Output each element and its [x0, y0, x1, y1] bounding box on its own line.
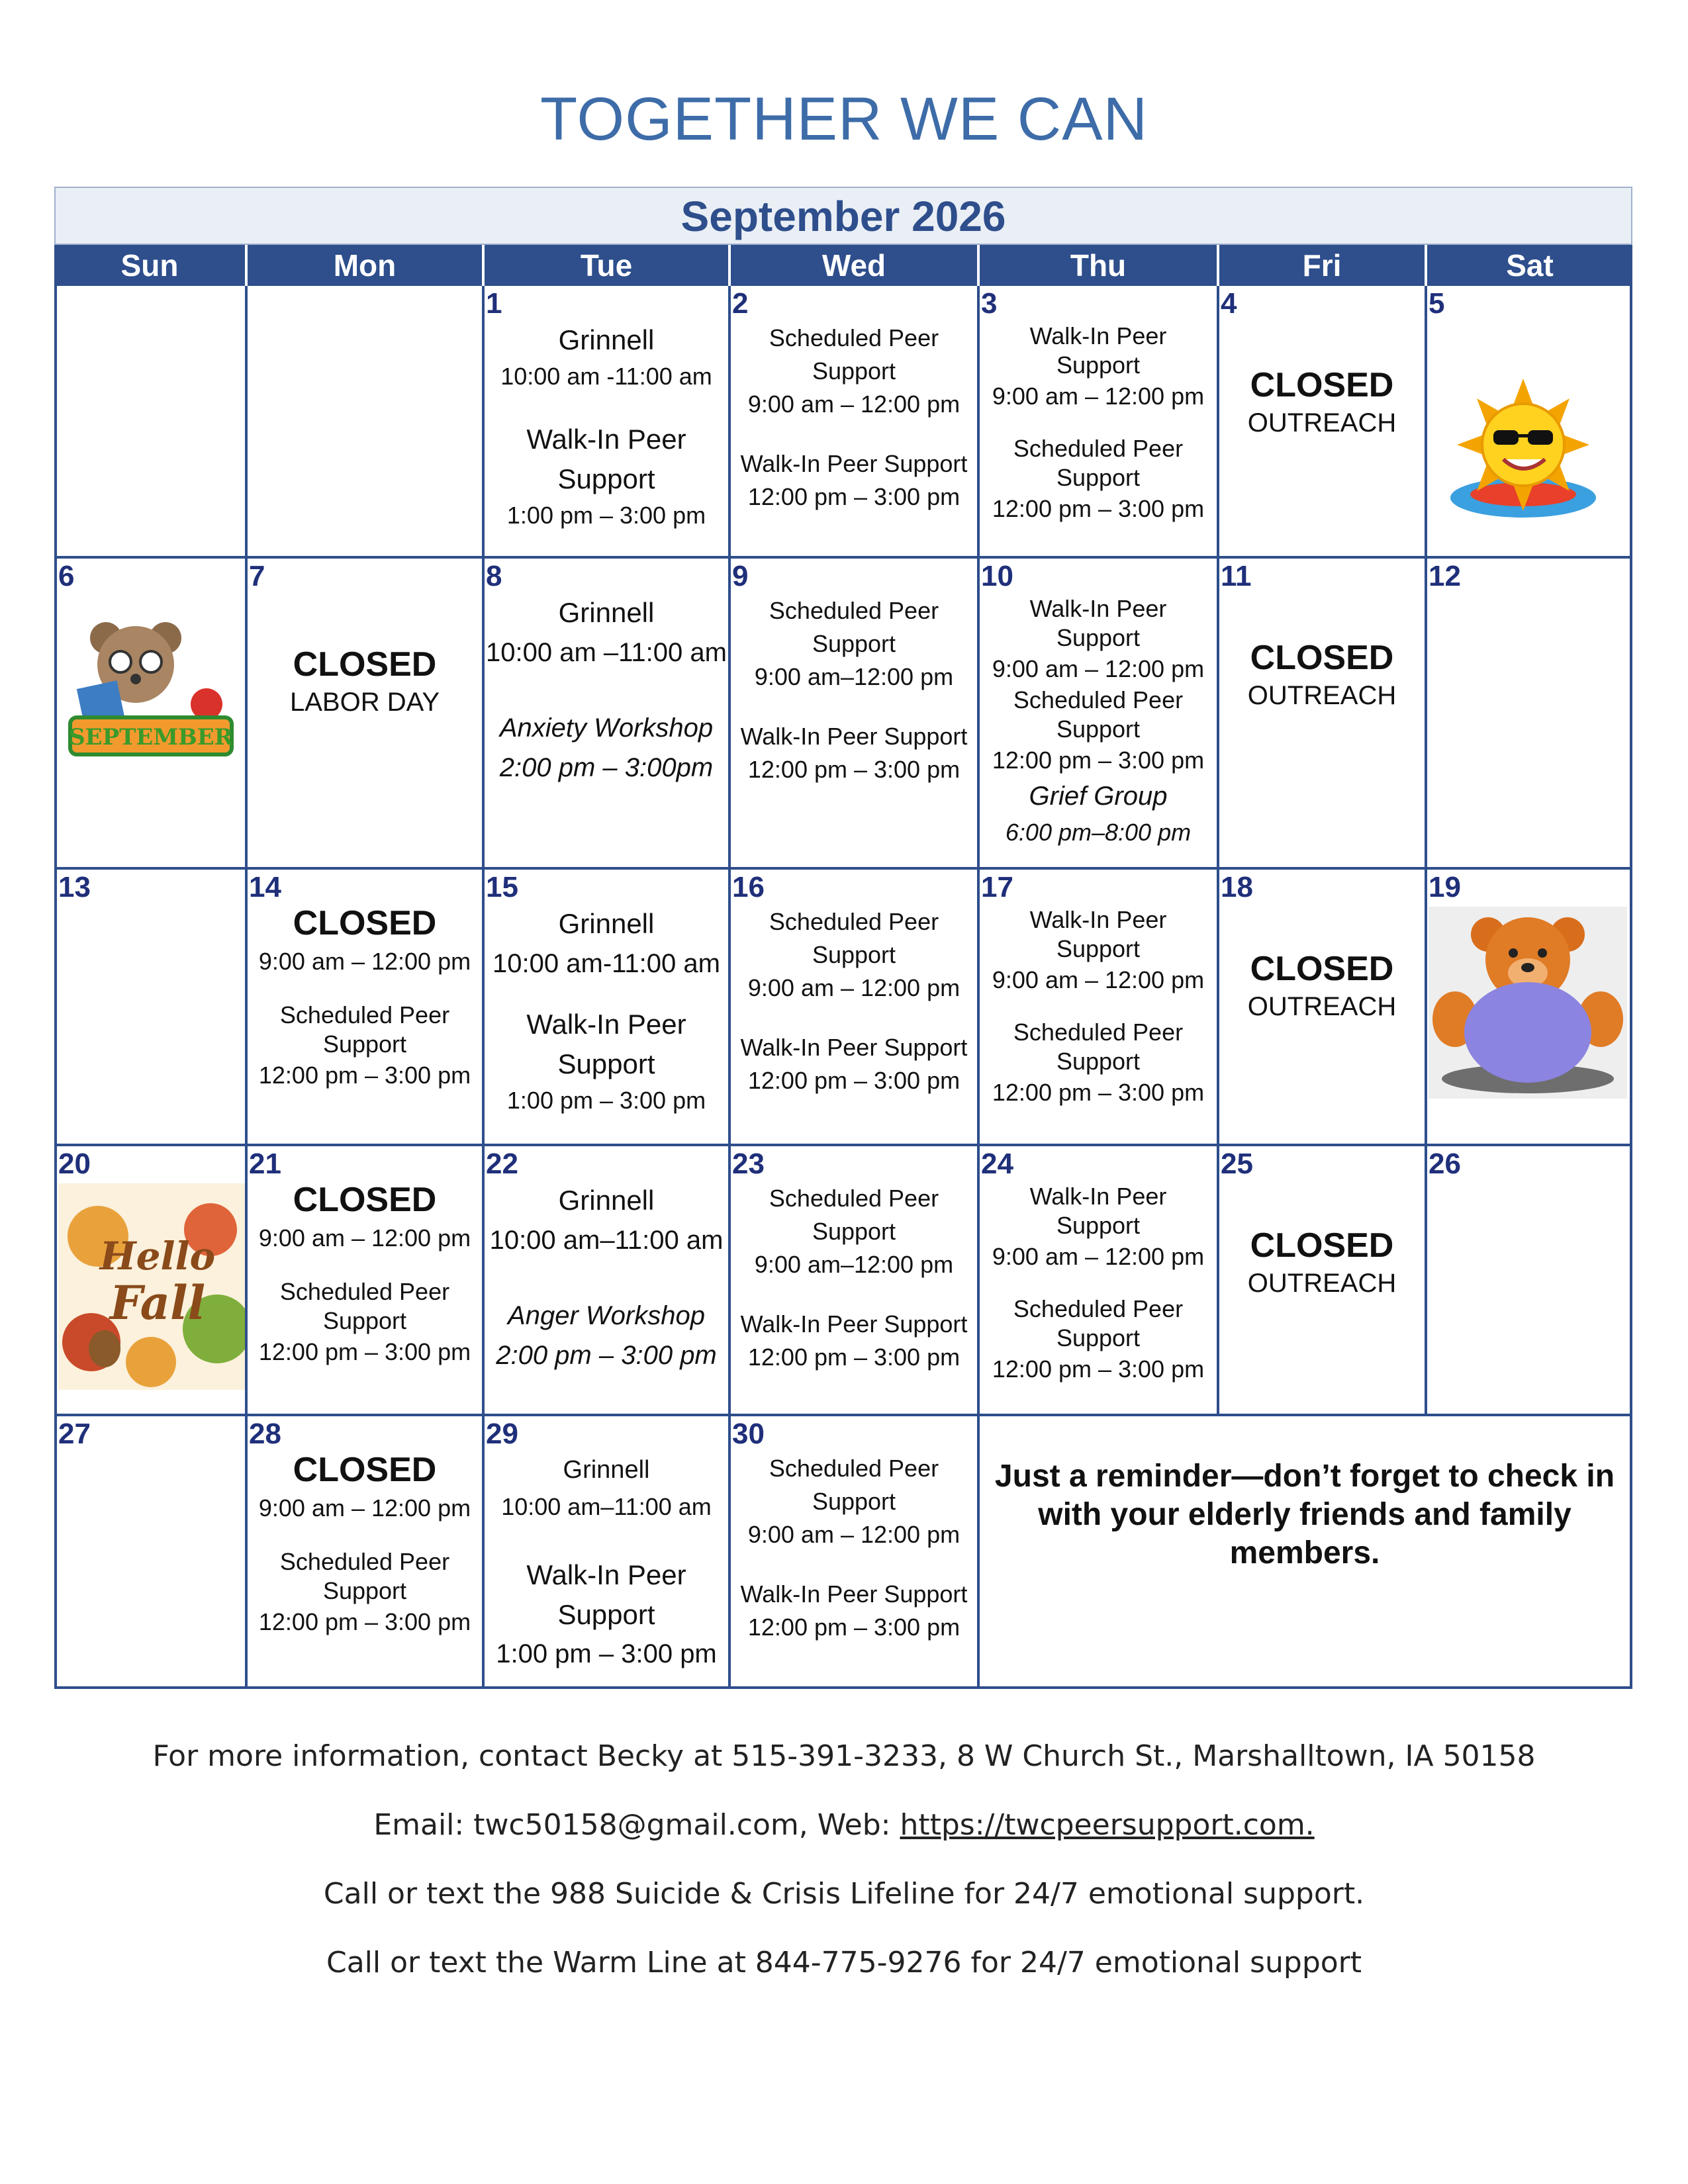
event-line: 9:00 am – 12:00 pm: [747, 390, 961, 418]
event-line: Scheduled Peer: [769, 1455, 939, 1482]
day-cell: [54, 1146, 248, 1416]
day-cell: [980, 286, 1219, 559]
calendar: [54, 187, 1632, 1689]
closed-label: CLOSED: [1250, 950, 1394, 988]
event-line: Walk-In Peer Support: [740, 450, 968, 477]
svg-text:SEPTEMBER: SEPTEMBER: [69, 724, 233, 751]
closed-label: CLOSED: [293, 904, 437, 942]
event-line: Grinnell: [558, 1185, 655, 1216]
event-line: 9:00 am – 12:00 pm: [992, 655, 1205, 682]
event-line: 10:00 am -11:00 am: [500, 363, 712, 390]
event-line: Grief Group: [1029, 782, 1168, 811]
event-line: Walk-In Peer: [1029, 322, 1167, 349]
warm-line: Call or text the Warm Line at 844-775-9276 for 24/7 emotional support: [326, 1946, 1362, 1979]
day-cell: [54, 559, 248, 870]
day-cell: [248, 559, 485, 870]
svg-text:Fall: Fall: [109, 1275, 206, 1330]
weekday-tue: Tue: [485, 245, 731, 286]
hello-fall-icon: [58, 1183, 248, 1390]
event-line: Support: [812, 1488, 896, 1515]
event-line: Walk-In Peer Support: [740, 1310, 968, 1338]
event-line: Support: [557, 1599, 655, 1630]
event-line: Walk-In Peer: [526, 1009, 686, 1040]
event-line: Grinnell: [563, 1456, 650, 1484]
day-cell: [1427, 559, 1632, 870]
day-cell: [731, 286, 980, 559]
closed-label: CLOSED: [1250, 366, 1394, 404]
event-line: 12:00 pm – 3:00 pm: [992, 1355, 1205, 1383]
email-line: [0, 1808, 1688, 1842]
reminder-text: Just a reminder—don’t forget to check in with your elderly friends and family members.: [994, 1459, 1615, 1570]
page-title: TOGETHER WE CAN: [539, 85, 1149, 153]
event-line: Scheduled Peer: [279, 1278, 450, 1305]
day-number: 17: [981, 871, 1013, 903]
event-line: 12:00 pm – 3:00 pm: [992, 1079, 1205, 1106]
day-number: 28: [249, 1418, 281, 1450]
day-number: 20: [58, 1148, 91, 1180]
event-line: Support: [812, 630, 896, 657]
day-number: 24: [981, 1148, 1013, 1180]
event-line: 2:00 pm – 3:00 pm: [496, 1341, 717, 1370]
day-number: 5: [1429, 287, 1445, 320]
event-line: 12:00 pm – 3:00 pm: [747, 1614, 961, 1641]
day-number: 8: [486, 560, 502, 592]
event-line: Support: [1056, 464, 1141, 491]
day-number: 16: [732, 871, 765, 903]
event-line: Support: [322, 1030, 407, 1058]
event-line: 12:00 pm – 3:00 pm: [747, 1343, 961, 1371]
event-line: 12:00 pm – 3:00 pm: [747, 1067, 961, 1094]
event-line: 1:00 pm – 3:00 pm: [496, 1639, 717, 1668]
event-line: 10:00 am-11:00 am: [492, 949, 720, 978]
crisis-line: Call or text the 988 Suicide & Crisis Lifeline for 24/7 emotional support.: [323, 1877, 1365, 1911]
day-number: 2: [732, 287, 749, 320]
event-line: Scheduled Peer: [769, 908, 939, 935]
event-line: 9:00 am – 12:00 pm: [992, 966, 1205, 993]
event-line: Scheduled Peer: [1013, 435, 1184, 462]
event-line: 10:00 am –11:00 am: [486, 638, 727, 667]
day-number: 18: [1221, 871, 1253, 903]
event-line: Scheduled Peer: [1013, 1295, 1184, 1322]
day-cell: [1219, 1146, 1427, 1416]
day-cell: [54, 1416, 248, 1689]
closed-label: CLOSED: [293, 1181, 437, 1219]
email-text: Email: twc50158@gmail.com, Web:: [373, 1808, 900, 1842]
day-cell: [485, 286, 731, 559]
day-cell: [731, 1416, 980, 1689]
event-line: Walk-In Peer: [526, 424, 686, 455]
day-number: 22: [486, 1148, 518, 1180]
day-number: 9: [732, 560, 749, 592]
event-line: 9:00 am–12:00 pm: [754, 663, 954, 690]
day-cell-empty: [54, 286, 248, 559]
event-line: Grinnell: [558, 324, 655, 355]
day-number: 13: [58, 871, 91, 903]
day-cell: [980, 1146, 1219, 1416]
weekday-sat: Sat: [1427, 245, 1632, 286]
event-line: Support: [1056, 624, 1141, 651]
day-number: 7: [249, 560, 265, 592]
day-cell: [731, 1146, 980, 1416]
event-line: Scheduled Peer: [769, 597, 939, 624]
event-line: Support: [1056, 935, 1141, 962]
event-line: 2:00 pm – 3:00pm: [499, 753, 714, 782]
event-line: Anger Workshop: [508, 1301, 705, 1330]
day-cell: [485, 1416, 731, 1689]
day-cell: [1219, 286, 1427, 559]
event-line: Walk-In Peer: [1029, 595, 1167, 622]
event-line: 12:00 pm – 3:00 pm: [747, 483, 961, 510]
event-line: Walk-In Peer Support: [740, 723, 968, 750]
day-cell: [980, 870, 1219, 1146]
weekday-sun: Sun: [54, 245, 248, 286]
day-cell: [485, 1146, 731, 1416]
event-line: Support: [1056, 351, 1141, 379]
event-line: Support: [812, 941, 896, 968]
event-line: 9:00 am – 12:00 pm: [258, 1224, 471, 1251]
event-line: 9:00 am – 12:00 pm: [258, 948, 471, 975]
day-number: 6: [58, 560, 75, 592]
event-line: 12:00 pm – 3:00 pm: [258, 1338, 471, 1365]
day-cell: [248, 1146, 485, 1416]
day-number: 25: [1221, 1148, 1253, 1180]
event-line: 12:00 pm – 3:00 pm: [258, 1608, 471, 1635]
event-line: 9:00 am – 12:00 pm: [992, 1243, 1205, 1270]
event-line: Support: [812, 357, 896, 385]
website-link[interactable]: https://twcpeersupport.com.: [900, 1808, 1315, 1842]
event-line: 9:00 am – 12:00 pm: [992, 383, 1205, 410]
day-number: 23: [732, 1148, 765, 1180]
event-line: OUTREACH: [1247, 681, 1397, 710]
event-line: 1:00 pm – 3:00 pm: [506, 1087, 706, 1114]
event-line: LABOR DAY: [290, 688, 440, 717]
closed-label: CLOSED: [1250, 639, 1394, 677]
event-line: Support: [1056, 1212, 1141, 1239]
day-cell: [1219, 559, 1427, 870]
event-line: Scheduled Peer: [279, 1548, 450, 1575]
day-cell: [1219, 870, 1427, 1146]
weekday-wed: Wed: [731, 245, 980, 286]
event-line: Scheduled Peer: [769, 324, 939, 351]
event-line: 9:00 am – 12:00 pm: [747, 1521, 961, 1548]
weekday-mon: Mon: [248, 245, 485, 286]
day-number: 11: [1221, 560, 1252, 592]
day-cell: [485, 870, 731, 1146]
day-number: 29: [486, 1418, 518, 1450]
month-title: September 2026: [54, 187, 1632, 245]
event-line: 1:00 pm – 3:00 pm: [506, 502, 706, 529]
day-number: 14: [249, 871, 281, 903]
event-line: Grinnell: [558, 597, 655, 628]
day-cell: [248, 870, 485, 1146]
day-number: 10: [981, 560, 1013, 592]
event-line: Walk-In Peer: [1029, 906, 1167, 933]
event-line: OUTREACH: [1247, 1269, 1397, 1298]
day-number: 19: [1429, 871, 1461, 903]
event-line: Support: [1056, 1048, 1141, 1075]
teddy-bear-icon: [1429, 907, 1627, 1099]
event-line: OUTREACH: [1247, 992, 1397, 1021]
day-cell: [731, 870, 980, 1146]
event-line: OUTREACH: [1247, 408, 1397, 437]
event-line: Support: [812, 1218, 896, 1245]
day-number: 3: [981, 287, 998, 320]
event-line: Grinnell: [558, 908, 655, 939]
event-line: Scheduled Peer: [1013, 686, 1184, 713]
event-line: Scheduled Peer: [279, 1001, 450, 1028]
day-cell-empty: [248, 286, 485, 559]
day-number: 21: [249, 1148, 281, 1180]
event-line: Support: [1056, 715, 1141, 743]
day-cell: [54, 870, 248, 1146]
day-cell: [485, 559, 731, 870]
day-cell: [1427, 870, 1632, 1146]
event-line: Support: [322, 1577, 407, 1604]
event-line: 12:00 pm – 3:00 pm: [992, 495, 1205, 522]
event-line: 10:00 am–11:00 am: [501, 1493, 712, 1520]
event-line: 9:00 am – 12:00 pm: [747, 974, 961, 1001]
september-bear-icon: [66, 612, 236, 764]
closed-label: CLOSED: [293, 645, 437, 684]
day-number: 27: [58, 1418, 91, 1450]
contact-line: For more information, contact Becky at 515-391-3233, 8 W Church St., Marshalltown, IA 50158: [152, 1739, 1536, 1773]
event-line: Support: [557, 1048, 655, 1079]
closed-label: CLOSED: [293, 1451, 437, 1489]
event-line: Support: [322, 1307, 407, 1334]
day-cell: [731, 559, 980, 870]
day-number: 26: [1429, 1148, 1461, 1180]
day-number: 12: [1429, 560, 1461, 592]
event-line: Walk-In Peer Support: [740, 1034, 968, 1061]
event-line: Walk-In Peer: [1029, 1183, 1167, 1210]
event-line: Scheduled Peer: [769, 1185, 939, 1212]
closed-label: CLOSED: [1250, 1226, 1394, 1265]
sun-icon: [1440, 379, 1606, 524]
svg-text:Hello: Hello: [99, 1234, 216, 1279]
event-line: 6:00 pm–8:00 pm: [1005, 819, 1192, 846]
day-number: 4: [1221, 287, 1237, 320]
day-number: 30: [732, 1418, 765, 1450]
event-line: Walk-In Peer Support: [740, 1580, 968, 1608]
reminder-cell: [980, 1416, 1632, 1689]
event-line: 10:00 am–11:00 am: [489, 1226, 724, 1255]
event-line: 12:00 pm – 3:00 pm: [747, 756, 961, 783]
event-line: 9:00 am – 12:00 pm: [258, 1494, 471, 1522]
day-cell: [1427, 1146, 1632, 1416]
event-line: Anxiety Workshop: [499, 713, 714, 743]
day-cell: [980, 559, 1219, 870]
day-cell: [1427, 286, 1632, 559]
weekday-fri: Fri: [1219, 245, 1427, 286]
day-number: 1: [486, 287, 502, 320]
event-line: 12:00 pm – 3:00 pm: [992, 747, 1205, 774]
event-line: 9:00 am–12:00 pm: [754, 1251, 954, 1278]
day-cell: [248, 1416, 485, 1689]
event-line: Walk-In Peer: [526, 1559, 686, 1590]
day-number: 15: [486, 871, 518, 903]
event-line: Support: [557, 463, 655, 494]
event-line: Support: [1056, 1324, 1141, 1351]
weekday-thu: Thu: [980, 245, 1219, 286]
event-line: 12:00 pm – 3:00 pm: [258, 1062, 471, 1089]
event-line: Scheduled Peer: [1013, 1019, 1184, 1046]
